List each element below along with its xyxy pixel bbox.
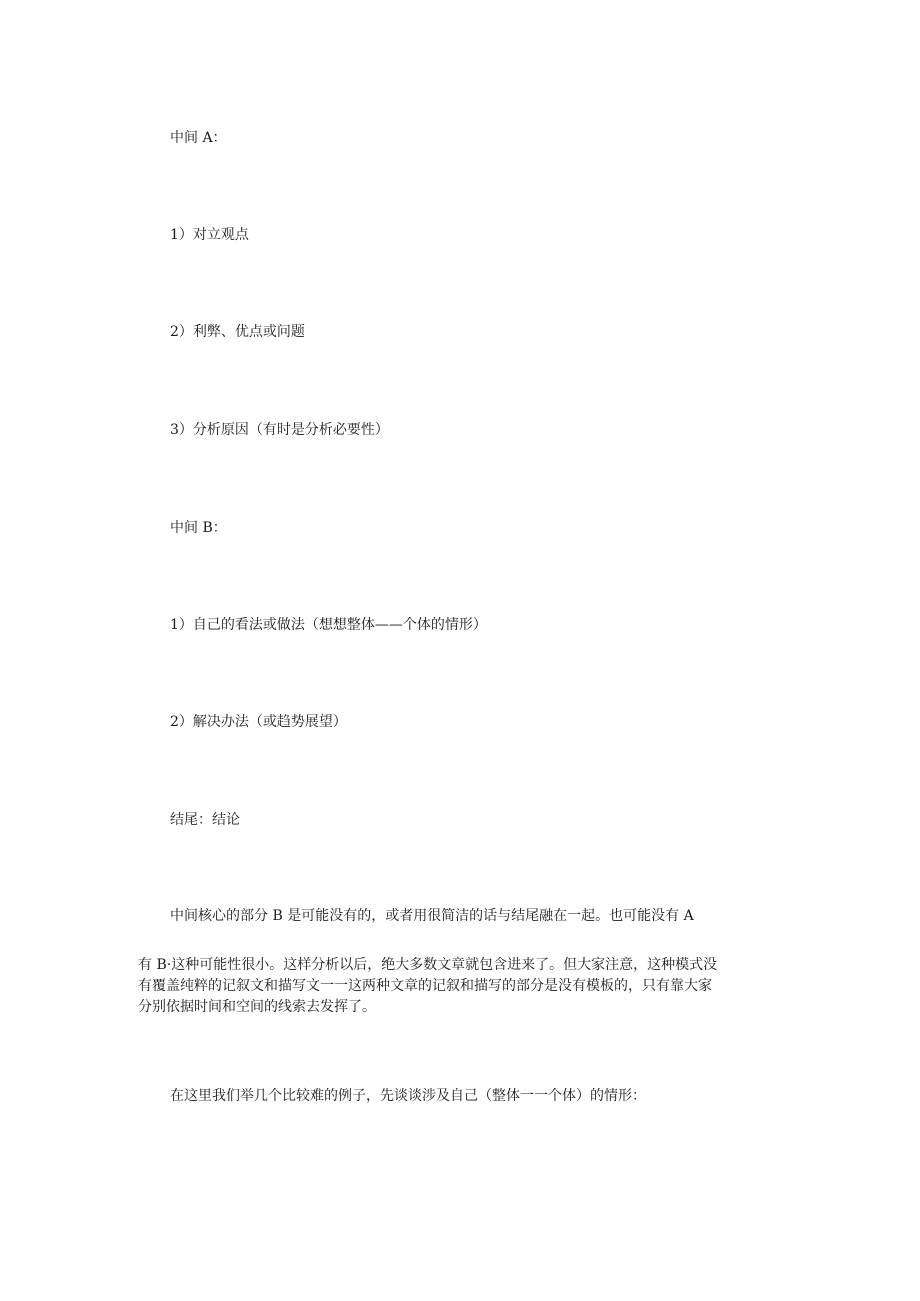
paragraph-2: 在这里我们举几个比较难的例子，先谈谈涉及自己（整体一一个体）的情形： xyxy=(170,1088,646,1104)
paragraph-1-line-4: 分别依据时间和空间的线索去发挥了。 xyxy=(138,999,376,1015)
middle-a-item-3: 3）分析原因（有时是分析必要性） xyxy=(170,422,389,438)
middle-b-item-2: 2）解决办法（或趋势展望） xyxy=(170,714,347,730)
middle-b-item-1: 1）自己的看法或做法（想想整体——个体的情形） xyxy=(170,617,487,633)
paragraph-1-line-3: 有覆盖纯粹的记叙文和描写文一一这两种文章的记叙和描写的部分是没有模板的，只有靠大家 xyxy=(138,978,712,994)
paragraph-1-line-1: 中间核心的部分 B 是可能没有的，或者用很简洁的话与结尾融在一起。也可能没有 A xyxy=(170,908,694,924)
middle-a-item-1: 1）对立观点 xyxy=(170,227,249,243)
paragraph-1-body xyxy=(138,955,778,1018)
paragraph-1-line-2: 有 B·这种可能性很小。这样分析以后，绝大多数文章就包含进来了。但大家注意，这种模式没 xyxy=(138,957,718,973)
ending-heading: 结尾：结论 xyxy=(170,812,240,828)
middle-b-heading: 中间 B： xyxy=(170,520,227,536)
middle-a-heading: 中间 A： xyxy=(170,130,227,146)
middle-a-item-2: 2）利弊、优点或问题 xyxy=(170,324,305,340)
